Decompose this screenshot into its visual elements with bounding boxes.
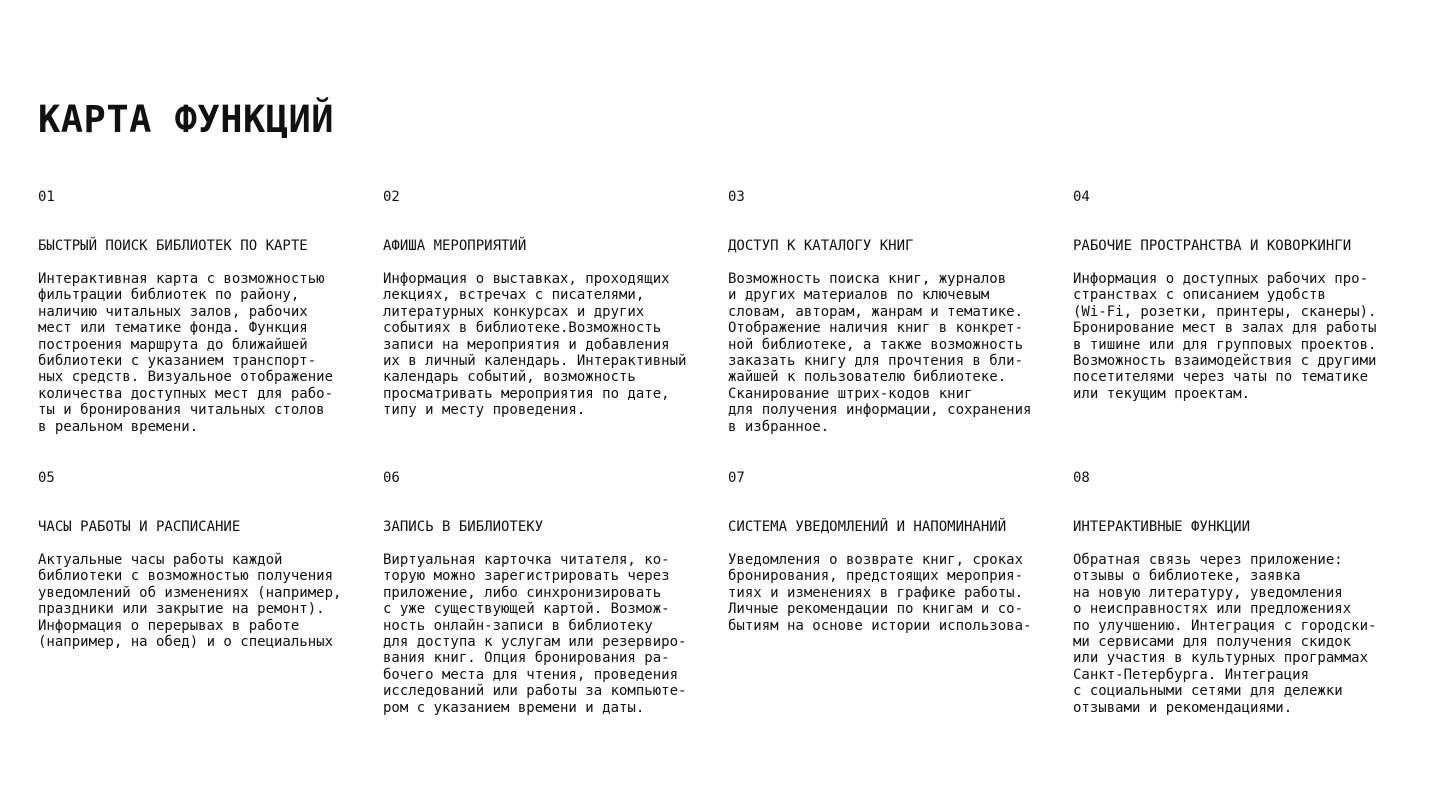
feature-number: 02	[383, 189, 400, 205]
feature-heading: ЧАСЫ РАБОТЫ И РАСПИСАНИЕ	[38, 519, 241, 535]
feature-card-08	[1073, 470, 1403, 716]
feature-number: 06	[383, 470, 400, 486]
feature-description: Информация о выставках, проходящих лекциях, встречах с писателями, литературных конкурсах и других событиях в библиотеке.Возможность записи на мероприятия и добавления их в личный календарь. Интерактивный календарь событий, возможность просматривать мероприятия по дате, типу и месту проведения.	[383, 271, 687, 419]
feature-heading: РАБОЧИЕ ПРОСТРАНСТВА И КОВОРКИНГИ	[1073, 238, 1352, 254]
feature-description: Актуальные часы работы каждой библиотеки с возможностью получения уведомлений об изменениях (например, праздники или закрытие на ремонт). Информация о перерывах в работе (например, на обед) и о специальных	[38, 552, 342, 651]
page-title: КАРТА ФУНКЦИЙ	[38, 98, 335, 141]
feature-card-01	[38, 189, 368, 435]
feature-heading: АФИША МЕРОПРИЯТИЙ	[383, 238, 527, 254]
feature-number: 03	[728, 189, 745, 205]
feature-description: Обратная связь через приложение: отзывы о библиотеке, заявка на новую литературу, уведомления о неисправностях или предложениях по улучшению. Интеграция с городски- ми сервисами для получения скидок или участия в культурных программах Санкт-Петербурга. Интеграция с социальными сетями для дележки отзывами и рекомендациями.	[1073, 552, 1377, 716]
feature-card-03	[728, 189, 1058, 435]
feature-number: 01	[38, 189, 55, 205]
feature-description: Информация о доступных рабочих про- странствах с описанием удобств (Wi-Fi, розетки, принтеры, сканеры). Бронирование мест в залах для работы в тишине или для групповых проектов. Возможность взаимодействия с другими посетителями через чаты по тематике или текущим проектам.	[1073, 271, 1377, 402]
feature-heading: ЗАПИСЬ В БИБЛИОТЕКУ	[383, 519, 544, 535]
feature-heading: ДОСТУП К КАТАЛОГУ КНИГ	[728, 238, 914, 254]
feature-description: Уведомления о возврате книг, сроках бронирования, предстоящих мероприя- тиях и изменениях в графике работы. Личные рекомендации по книгам и со- бытиям на основе истории использова-	[728, 552, 1032, 634]
feature-heading: СИСТЕМА УВЕДОМЛЕНИЙ И НАПОМИНАНИЙ	[728, 519, 1007, 535]
feature-heading: БЫСТРЫЙ ПОИСК БИБЛИОТЕК ПО КАРТЕ	[38, 238, 308, 254]
feature-number: 08	[1073, 470, 1090, 486]
feature-card-07	[728, 470, 1058, 634]
feature-description: Интерактивная карта с возможностью фильтрации библиотек по району, наличию читальных залов, рабочих мест или тематике фонда. Функция построения маршрута до ближайшей библиотеки с указанием транспорт- ных средств. Визуальное отображение количества доступных мест для рабо- ты и бронирования читальных столов в реальном времени.	[38, 271, 334, 435]
feature-number: 07	[728, 470, 745, 486]
feature-heading: ИНТЕРАКТИВНЫЕ ФУНКЦИИ	[1073, 519, 1251, 535]
feature-number: 05	[38, 470, 55, 486]
feature-description: Возможность поиска книг, журналов и других материалов по ключевым словам, авторам, жанрам и тематике. Отображение наличия книг в конкрет- ной библиотеке, а также возможность заказать книгу для прочтения в бли- жайшей к пользователю библиотеке. Сканирование штрих-кодов книг для получения информации, сохранения в избранное.	[728, 271, 1032, 435]
feature-card-04	[1073, 189, 1403, 402]
feature-description: Виртуальная карточка читателя, ко- торую можно зарегистрировать через приложение, либо синхронизировать с уже существующей картой. Возмож- ность онлайн-записи в библиотеку для доступа к услугам или резервиро- вания книг. Опция бронирования ра- бочего места для чтения, проведения исследований или работы за компьюте- ром с указанием времени и даты.	[383, 552, 687, 716]
feature-card-06	[383, 470, 713, 716]
feature-card-05	[38, 470, 368, 651]
feature-number: 04	[1073, 189, 1090, 205]
feature-card-02	[383, 189, 713, 419]
